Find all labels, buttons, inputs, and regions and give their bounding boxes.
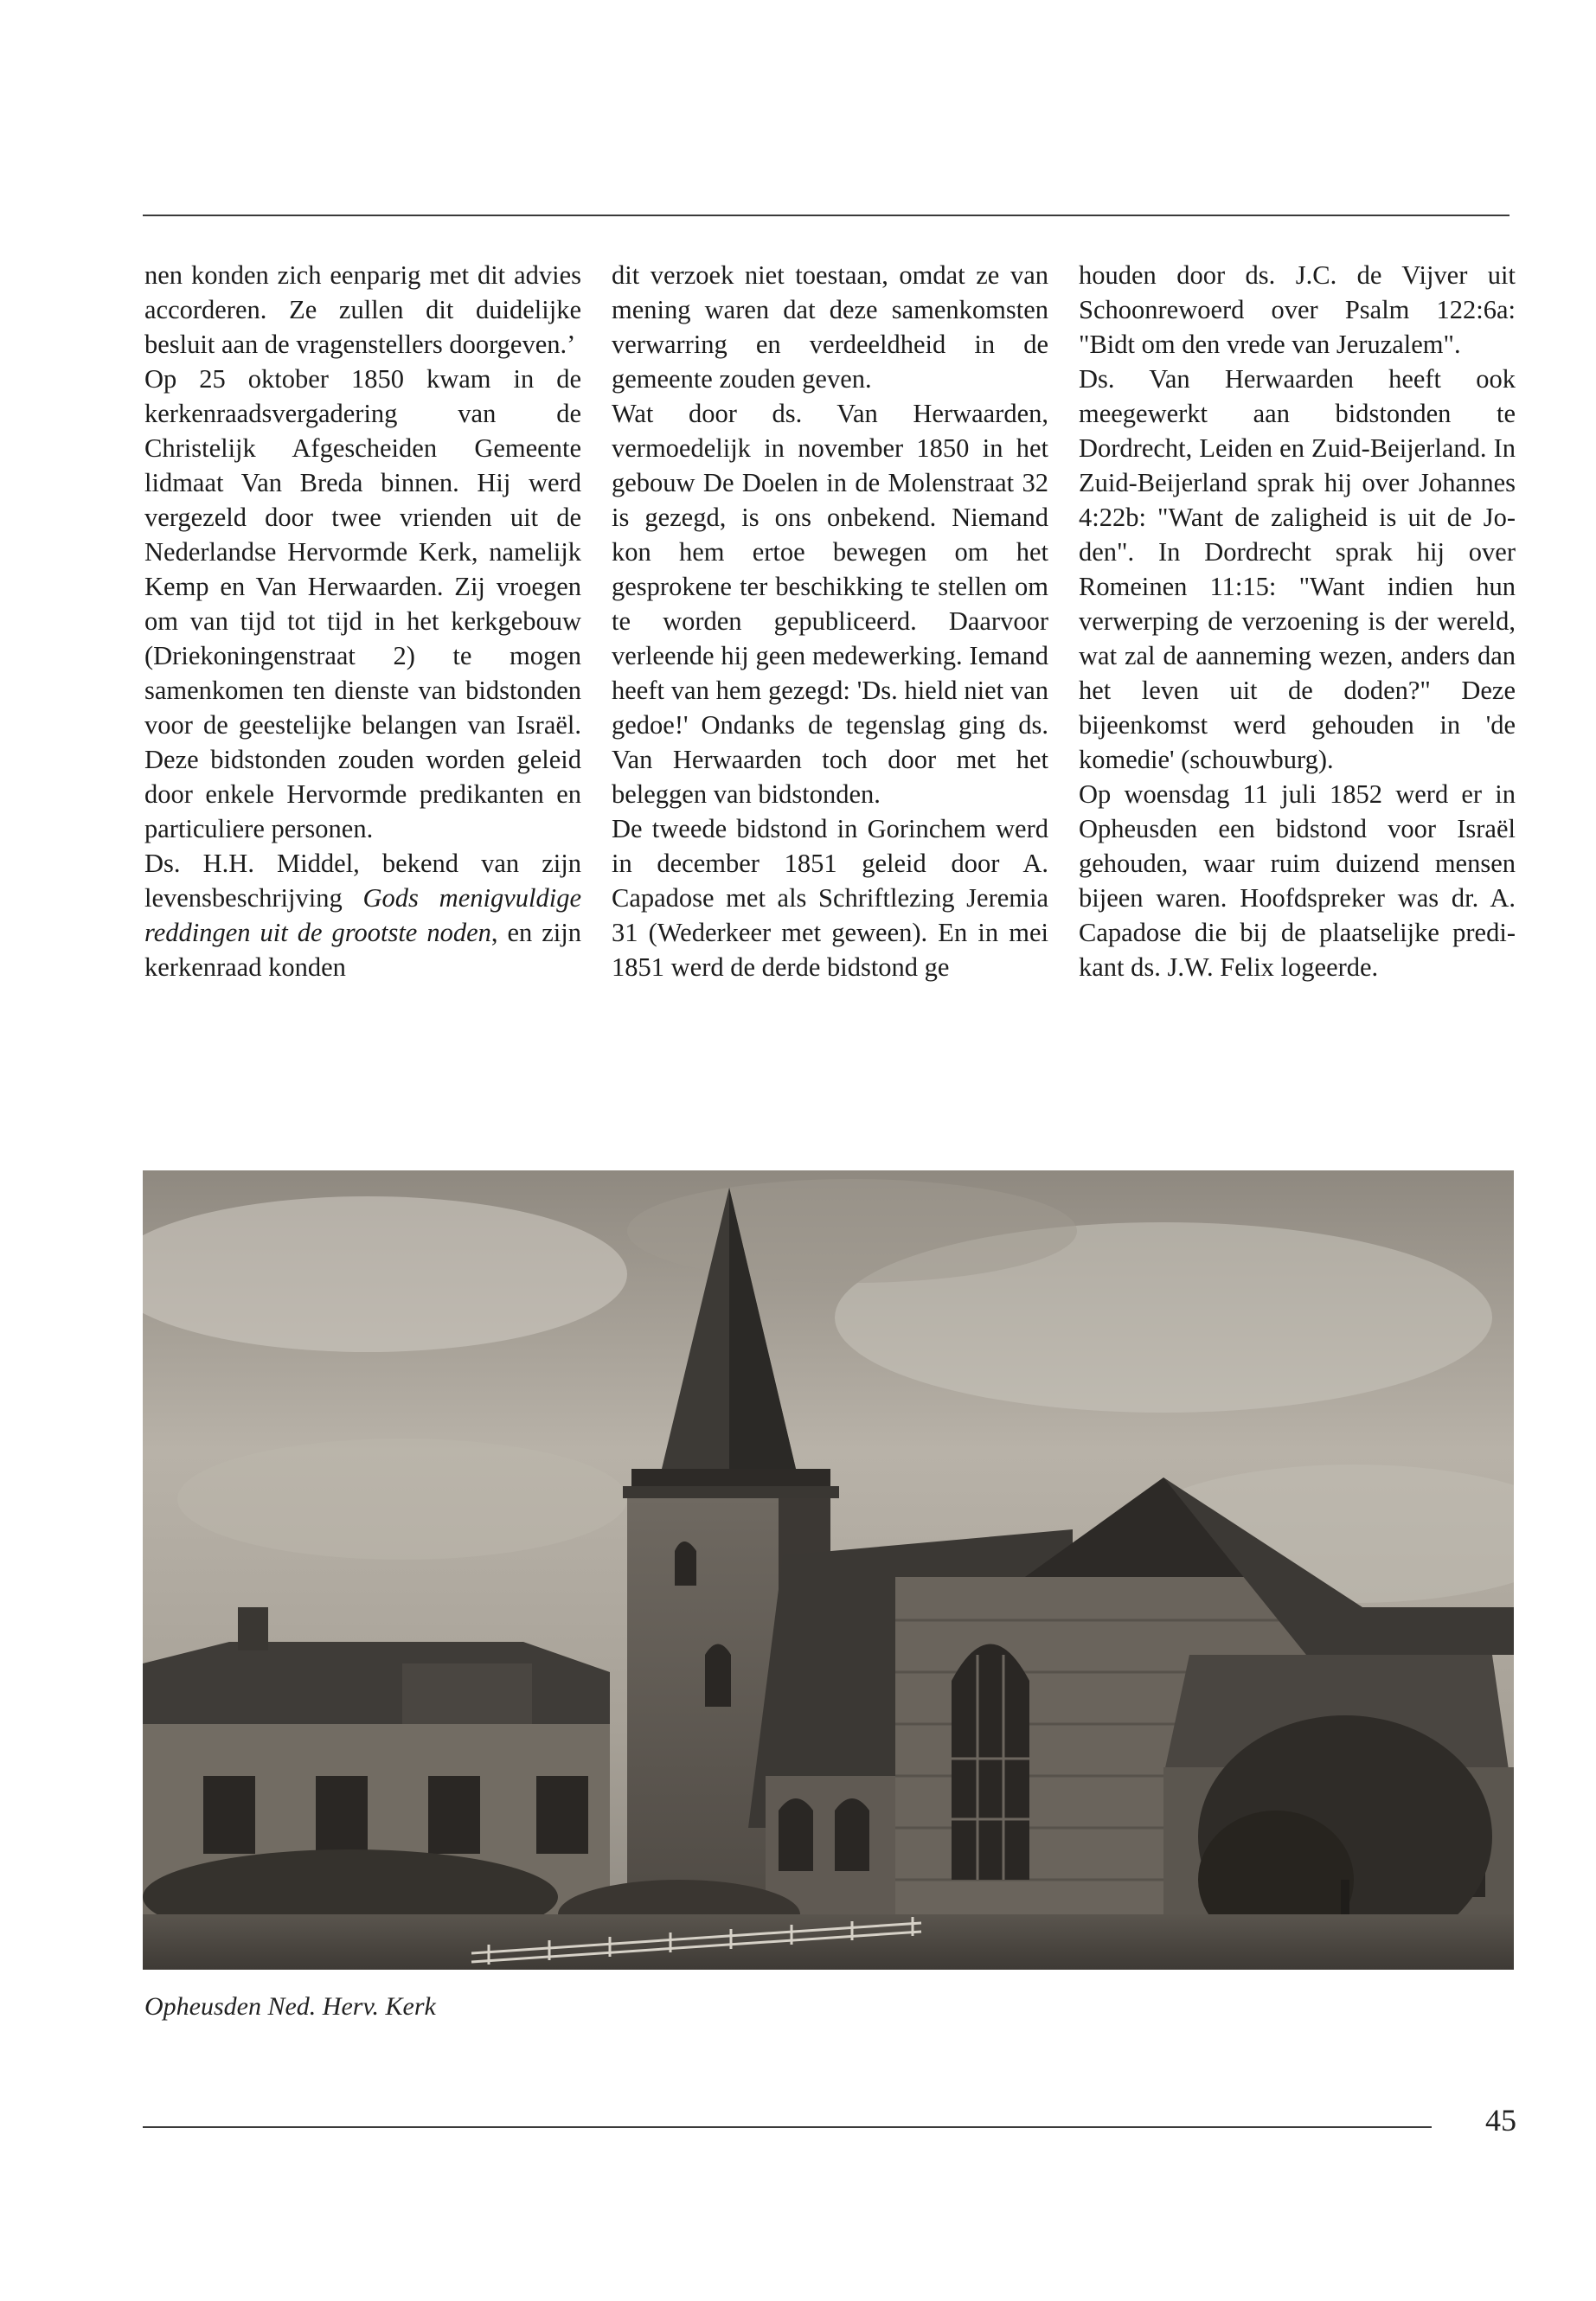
photo-caption: Opheusden Ned. Herv. Kerk [144,1992,436,2021]
text-column-middle [612,258,1048,984]
paragraph: Op 25 oktober 1850 kwam in de kerkenraadsvergadering van de Christelijk Afgescheiden Gemeente lidmaat Van Breda binnen. Hij werd vergezeld door twee vrienden uit de Nederlandse Hervormde Kerk, namelijk Kemp en Van Herwaarden. Zij vroegen om van tijd tot tijd in het kerkgebouw (Driekoningenstraat 2) te mogen samenkomen ten dienste van bidstonden voor de geestelijke belangen van Israël. Deze bidstonden zouden worden geleid door enkele Hervormde predikanten en particuliere personen. [144,364,581,843]
header-rule [143,215,1509,216]
paragraph: houden door ds. J.C. de Vijver uit Schoonrewoerd over Psalm 122:6a: "Bidt om den vrede van Jeruzalem". [1079,260,1516,359]
paragraph-text: Ds. H.H. Middel, bekend van zijn levensbeschrijving [144,849,581,913]
book-title: Gods menigvuldige reddingen uit de grootste noden [144,883,581,947]
paragraph: Wat door ds. Van Herwaarden, vermoedelijk in november 1850 in het gebouw De Doelen in de Molenstraat 32 is gezegd, is ons onbekend. Niemand kon hem ertoe bewegen om het gesprokene ter beschikking te stellen om te worden gepubliceerd. Daarvoor verleende hij geen medewerking. Iemand heeft van hem gezegd: 'Ds. hield niet van gedoe!' Ondanks de tegenslag ging ds. Van Herwaarden toch door met het beleggen van bidstonden. [612,399,1048,809]
church-photo [143,1170,1514,1970]
text-column-right [1079,258,1516,984]
page-number: 45 [1485,2103,1516,2138]
footer-rule [143,2126,1432,2128]
paragraph-text: , en zijn kerkenraad konden [144,918,581,982]
paragraph: De tweede bidstond in Gorinchem werd in december 1851 geleid door A. Capadose met als Schriftlezing Jeremia 31 (Wederkeer met geween). En in mei 1851 werd de derde bidstond ge [612,814,1048,982]
paragraph: Ds. Van Herwaarden heeft ook meegewerkt aan bidstonden te Dordrecht, Leiden en Zuid-Beijerland. In Zuid-Beijerland sprak hij over Johannes 4:22b: "Want de zaligheid is uit de Joden". In Dordrecht sprak hij over Romeinen 11:15: "Want indien hun verwerping de verzoening is der wereld, wat zal de aanneming wezen, anders dan het leven uit de doden?" Deze bijeenkomst werd gehouden in 'de komedie' (schouwburg). [1079,364,1516,774]
paragraph: dit verzoek niet toestaan, omdat ze van mening waren dat deze samenkomsten verwarring en verdeeldheid in de gemeente zouden geven. [612,260,1048,394]
paragraph: Op woensdag 11 juli 1852 werd er in Opheusden een bidstond voor Israël gehouden, waar ruim duizend mensen bijeen waren. Hoofdspreker was dr. A. Capadose die bij de plaatselijke predikant ds. J.W. Felix logeerde. [1079,779,1516,982]
text-column-left [144,258,581,984]
paragraph [144,846,581,984]
paragraph: nen konden zich eenparig met dit advies accorderen. Ze zullen dit duidelijke besluit aan de vragenstellers doorgeven.’ [144,260,581,359]
